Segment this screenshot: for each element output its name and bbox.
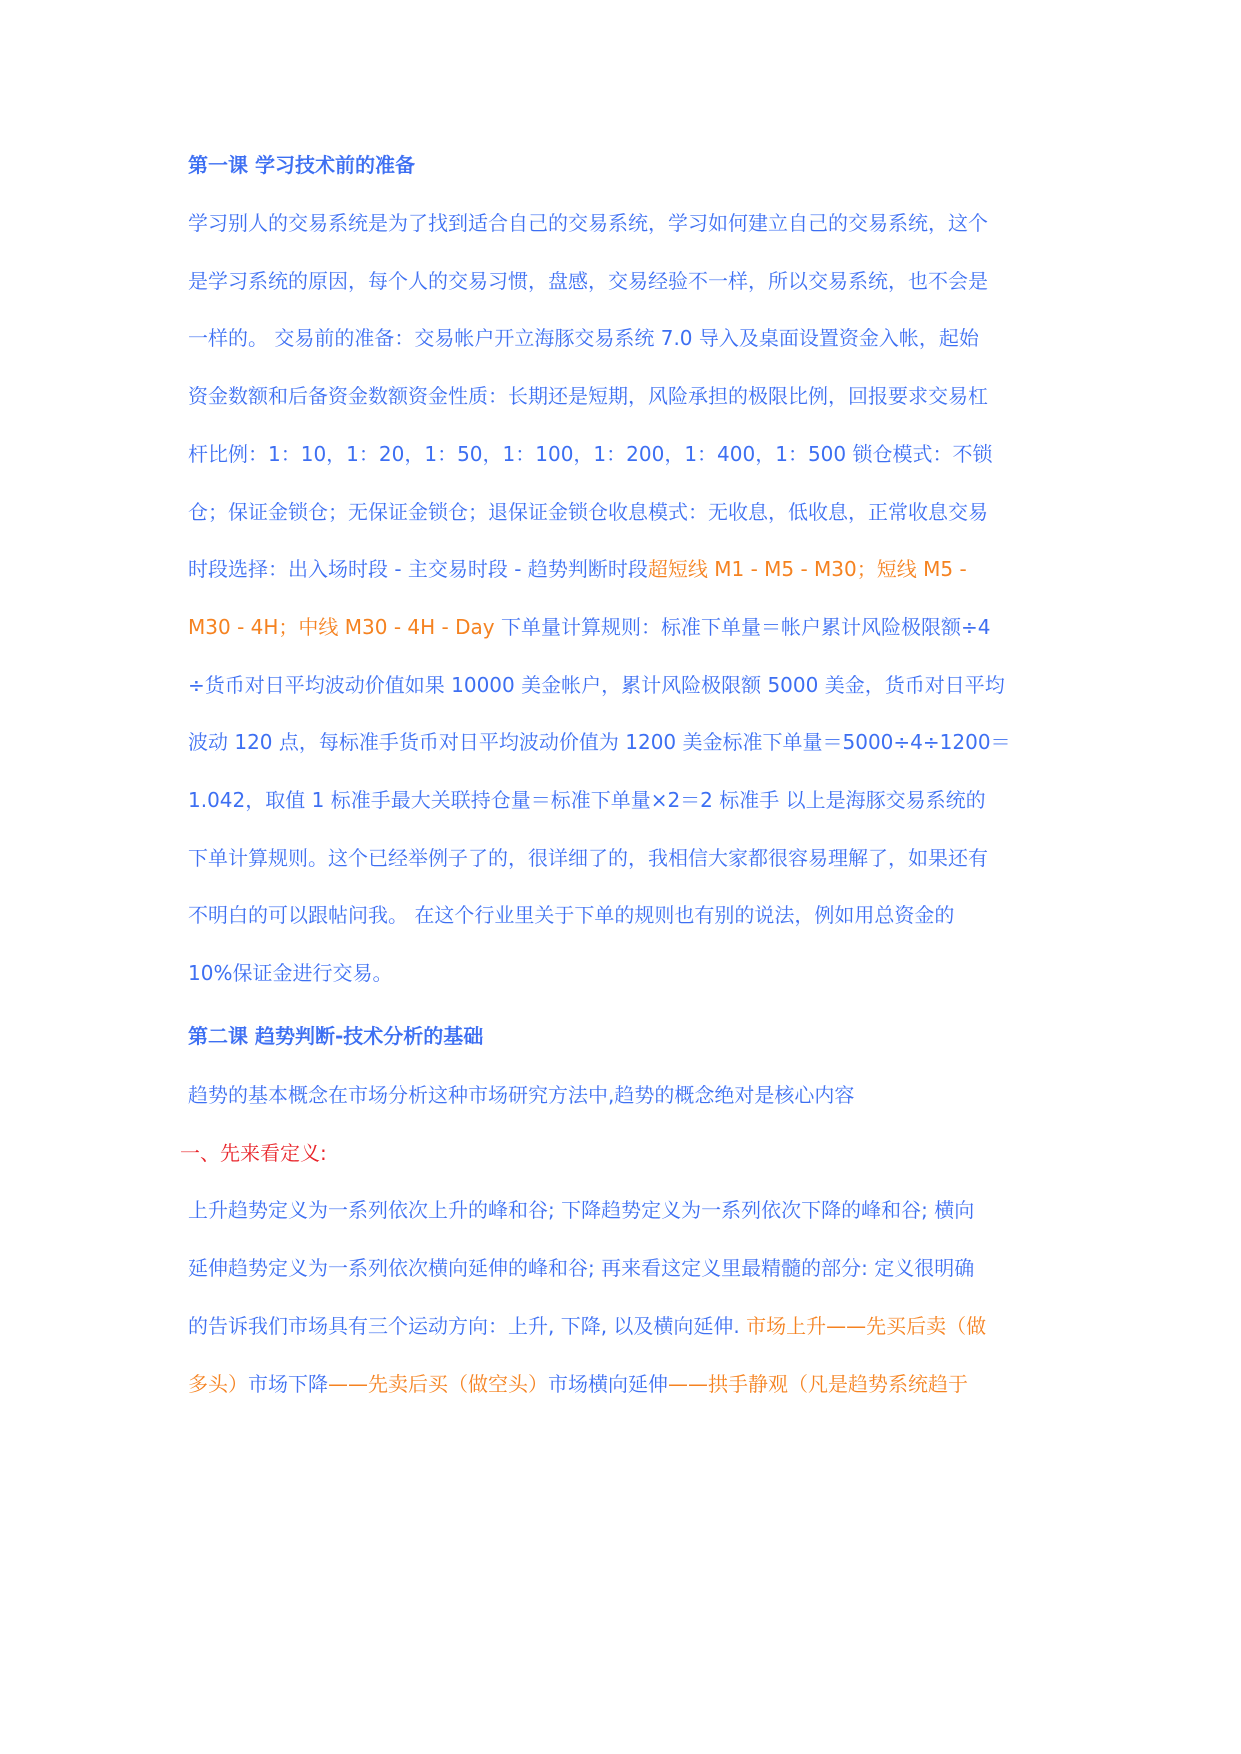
paragraph-line bbox=[188, 895, 954, 935]
paragraph-line bbox=[188, 780, 986, 820]
lesson2-title: 第二课 趋势判断-技术分析的基础 bbox=[188, 1024, 484, 1048]
text-run: 资金数额和后备资金数额资金性质：长期还是短期，风险承担的极限比例，回报要求交易杠 bbox=[188, 384, 988, 409]
text-run: M30 - 4H；中线 M30 - 4H - Day bbox=[188, 614, 501, 639]
text-run: 市场下降 bbox=[248, 1372, 328, 1396]
text-run: 一样的。 交易前的准备：交易帐户开立海豚交易系统 7.0 导入及桌面设置资金入帐，起始 bbox=[188, 326, 979, 351]
paragraph-line bbox=[188, 434, 992, 474]
text-run: 不明白的可以跟帖问我。 在这个行业里关于下单的规则也有别的说法，例如用总资金的 bbox=[188, 903, 955, 928]
paragraph-line bbox=[188, 492, 988, 532]
text-run: 时段选择：出入场时段 - 主交易时段 - 趋势判断时段 bbox=[188, 557, 648, 582]
paragraph-line bbox=[188, 376, 988, 416]
text-run: 学习别人的交易系统是为了找到适合自己的交易系统，学习如何建立自己的交易系统，这个 bbox=[188, 211, 988, 235]
lesson2-intro: 趋势的基本概念在市场分析这种市场研究方法中,趋势的概念绝对是核心内容 bbox=[188, 1083, 855, 1107]
text-run: 下单量计算规则：标准下单量＝帐户累计风险极限额÷4 bbox=[500, 614, 991, 639]
paragraph-line bbox=[188, 665, 1005, 705]
paragraph-line bbox=[188, 607, 990, 647]
text-run: ——先卖后买（做空头） bbox=[328, 1372, 548, 1396]
text-run: 延伸趋势定义为一系列依次横向延伸的峰和谷; 再来看这定义里最精髓的部分: 定义很明确 bbox=[188, 1256, 975, 1280]
text-run: ——拱手静观（凡是趋势系统趋于 bbox=[668, 1372, 968, 1396]
text-run: 市场上升——先买后卖（做 bbox=[746, 1314, 987, 1338]
paragraph-line bbox=[188, 722, 1011, 762]
paragraph-line bbox=[188, 953, 392, 993]
text-run: 是学习系统的原因，每个人的交易习惯，盘感，交易经验不一样，所以交易系统，也不会是 bbox=[188, 268, 988, 293]
paragraph-line bbox=[188, 1190, 974, 1230]
paragraph-line bbox=[188, 318, 979, 358]
lesson1-title: 第一课 学习技术前的准备 bbox=[188, 153, 415, 177]
text-run: 上升趋势定义为一系列依次上升的峰和谷; 下降趋势定义为一系列依次下降的峰和谷; 横向 bbox=[188, 1198, 975, 1222]
text-run: ÷货币对日平均波动价值如果 10000 美金帐户，累计风险极限额 5000 美金，货币对日平均 bbox=[188, 672, 1005, 697]
paragraph-line bbox=[188, 1364, 968, 1404]
text-run: 仓；保证金锁仓；无保证金锁仓；退保证金锁仓收息模式：无收息，低收息，正常收息交易 bbox=[188, 499, 988, 524]
text-run: 市场横向延伸 bbox=[548, 1372, 668, 1396]
paragraph-line bbox=[188, 838, 988, 878]
paragraph-line bbox=[188, 549, 967, 589]
text-run: 波动 120 点，每标准手货币对日平均波动价值为 1200 美金标准下单量＝5000÷4÷1200＝ bbox=[188, 730, 1011, 755]
paragraph-line bbox=[188, 1248, 974, 1288]
text-run: 1.042，取值 1 标准手最大关联持仓量＝标准下单量×2＝2 标准手 以上是海豚交易系统的 bbox=[188, 788, 986, 812]
text-run: 下单计算规则。这个已经举例子了的，很详细了的，我相信大家都很容易理解了，如果还有 bbox=[188, 845, 988, 870]
text-run: 杆比例：1：10，1：20，1：50，1：100，1：200，1：400，1：500 锁仓模式：不锁 bbox=[188, 441, 993, 466]
paragraph-line bbox=[188, 261, 988, 301]
paragraph-line bbox=[188, 1306, 986, 1346]
text-run: 10%保证金进行交易。 bbox=[188, 961, 393, 986]
paragraph-line bbox=[188, 203, 988, 243]
section-heading-definition: 一、先来看定义: bbox=[180, 1141, 327, 1165]
text-run: 超短线 M1 - M5 - M30；短线 M5 - bbox=[647, 557, 967, 582]
text-run: 多头） bbox=[188, 1372, 248, 1396]
text-run: 的告诉我们市场具有三个运动方向：上升, 下降, 以及横向延伸. bbox=[188, 1314, 747, 1338]
